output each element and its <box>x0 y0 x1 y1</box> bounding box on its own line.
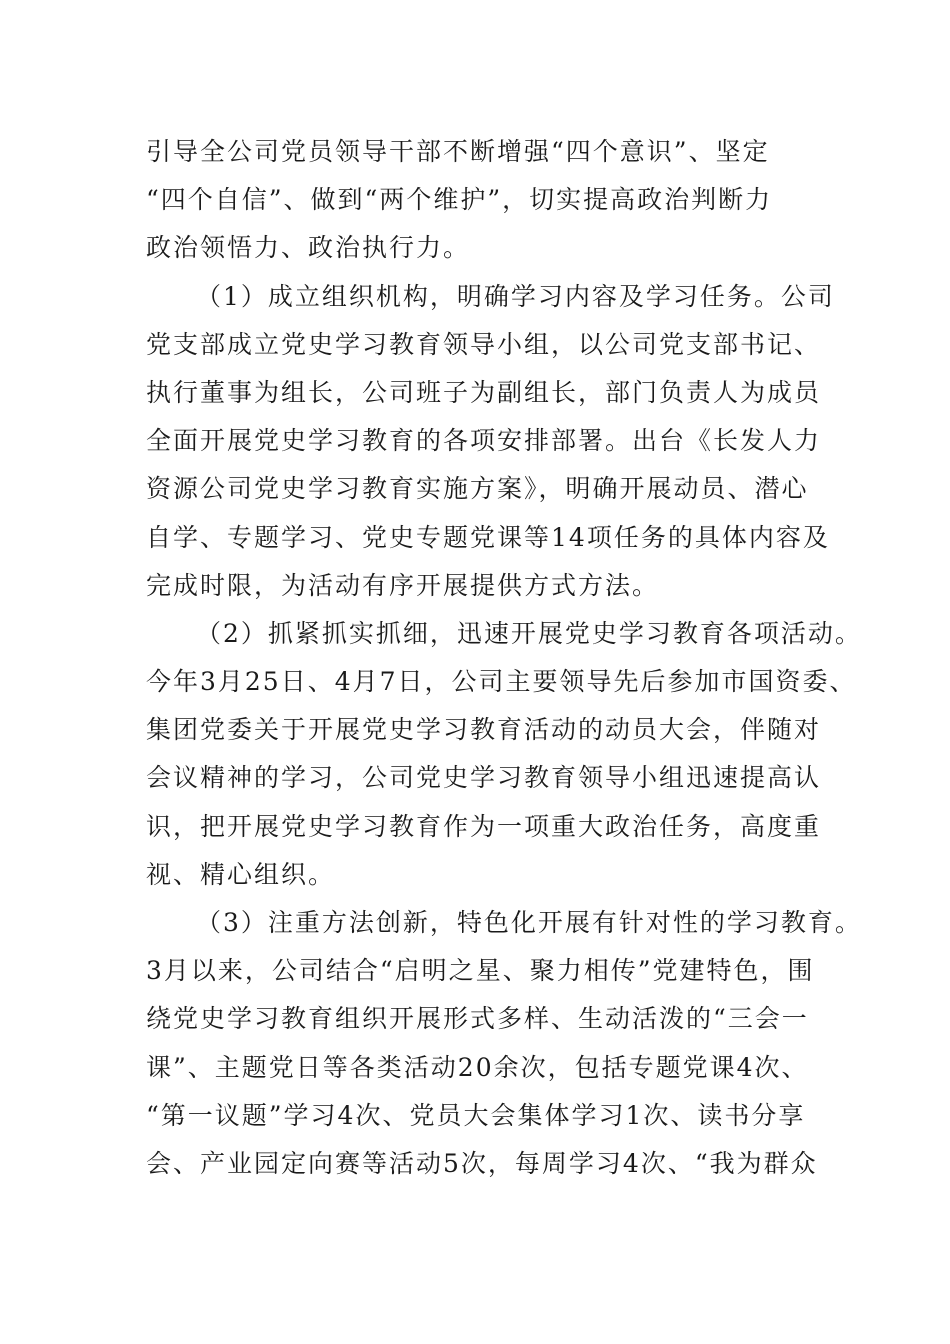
paragraph-1-heading-line: （1）成立组织机构，明确学习内容及学习任务。公司 <box>196 281 835 311</box>
text-line: 资源公司党史学习教育实施方案》，明确开展动员、潜心 <box>146 474 809 504</box>
paragraph-3-heading-line: （3）注重方法创新，特色化开展有针对性的学习教育。 <box>196 908 862 937</box>
text-line: 执行董事为组长，公司班子为副组长，部门负责人为成员 <box>146 377 822 407</box>
text-line: 3月以来，公司结合“启明之星、聚力相传”党建特色，围 <box>146 956 815 986</box>
text-line: 课”、主题党日等各类活动20余次，包括专题党课4次、 <box>146 1052 809 1082</box>
text-line: 集团党委关于开展党史学习教育活动的动员大会，伴随对 <box>146 715 822 745</box>
text-line: 今年3月25日、4月7日，公司主要领导先后参加市国资委、 <box>146 667 857 697</box>
paragraph-2-heading-line: （2）抓紧抓实抓细，迅速开展党史学习教育各项活动。 <box>196 618 862 648</box>
text-line: 全面开展党史学习教育的各项安排部署。出台《长发人力 <box>146 426 822 456</box>
text-line: 识，把开展党史学习教育作为一项重大政治任务，高度重 <box>146 811 822 841</box>
text-line: 绕党史学习教育组织开展形式多样、生动活泼的“三会一 <box>146 1004 809 1034</box>
text-line: 会议精神的学习，公司党史学习教育领导小组迅速提高认 <box>146 763 822 793</box>
text-line: 引导全公司党员领导干部不断增强“四个意识”、坚定 <box>146 137 770 166</box>
text-line: 完成时限，为活动有序开展提供方式方法。 <box>146 570 660 600</box>
body-text <box>146 128 862 1188</box>
text-line: 会、产业园定向赛等活动5次，每周学习4次、“我为群众 <box>146 1148 818 1178</box>
text-line: 党支部成立党史学习教育领导小组，以公司党支部书记、 <box>146 329 822 359</box>
text-line: “第一议题”学习4次、党员大会集体学习1次、读书分享 <box>146 1100 806 1130</box>
text-line: 政治领悟力、政治执行力。 <box>146 233 471 263</box>
text-line: 自学、专题学习、党史专题党课等14项任务的具体内容及 <box>146 522 830 552</box>
text-line: “四个自信”、做到“两个维护”，切实提高政治判断力 <box>146 185 773 215</box>
text-line: 视、精心组织。 <box>146 859 336 889</box>
